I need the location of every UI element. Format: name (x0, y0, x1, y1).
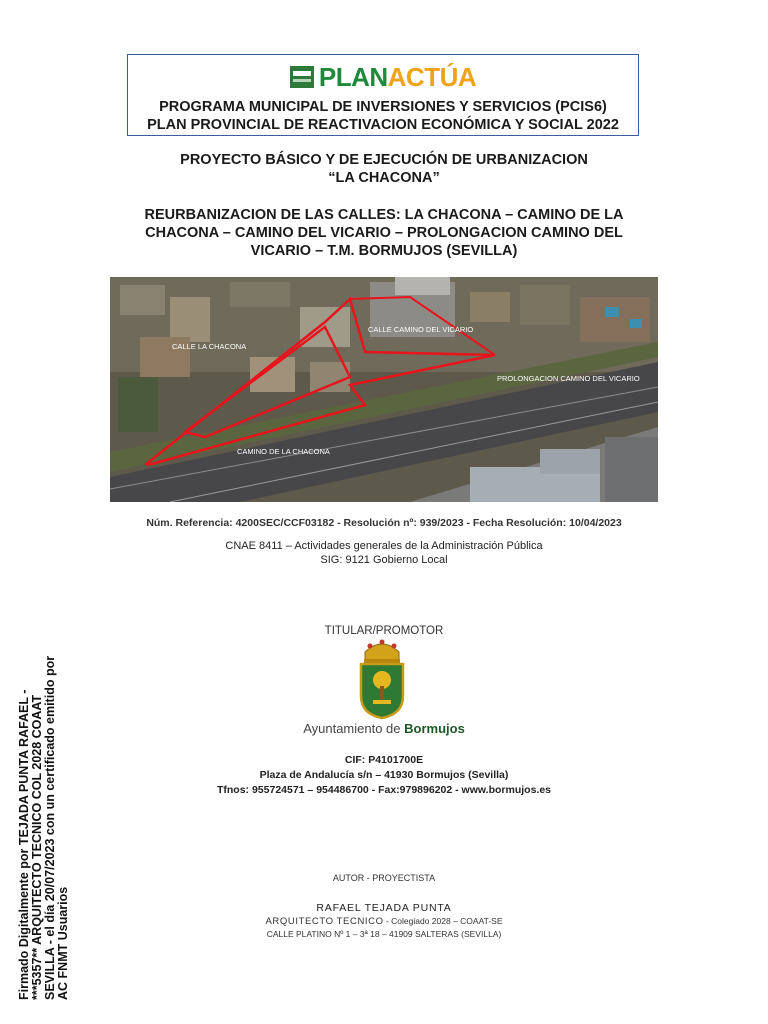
program-header-box (127, 54, 639, 136)
author-address: CALLE PLATINO Nº 1 – 3ª 18 – 41909 SALTERAS (SEVILLA) (266, 929, 502, 939)
author-colegiado: - Colegiado 2028 – COAAT-SE (383, 916, 503, 926)
project-desc-line-2: CHACONA – CAMINO DEL VICARIO – PROLONGACION CAMINO DEL (145, 225, 623, 241)
program-line-1: PROGRAMA MUNICIPAL DE INVERSIONES Y SERVICIOS (PCIS6) (159, 99, 607, 115)
signature-line-3: SEVILLA - el día 20/07/2023 con un certificado emitido por (43, 655, 57, 1000)
author-title: ARQUITECTO TECNICO (265, 916, 384, 927)
promotor-contact: Tfnos: 955724571 – 954486700 - Fax:979896202 - www.bormujos.es (216, 784, 552, 796)
reference-line: Núm. Referencia: 4200SEC/CCF03182 - Resolución nº: 939/2023 - Fecha Resolución: 10/04/2023 (146, 517, 622, 529)
digital-signature-stamp (18, 620, 70, 1000)
promotor-address: Plaza de Andalucía s/n – 41930 Bormujos (Sevilla) (259, 769, 509, 781)
signature-line-4: AC FNMT Usuarios (56, 886, 70, 1000)
ayuntamiento-wordmark (0, 722, 768, 736)
logo-actua: ACTÚA (387, 62, 477, 92)
aerial-map (110, 277, 658, 502)
signature-line-1: Firmado Digitalmente por TEJADA PUNTA RAFAEL - (17, 689, 31, 1000)
ayuntamiento-prefix: Ayuntamiento de (303, 721, 405, 736)
label-prolongacion-vicario: PROLONGACION CAMINO DEL VICARIO (497, 374, 640, 383)
sig-line: SIG: 9121 Gobierno Local (320, 554, 448, 566)
project-title-line-1: PROYECTO BÁSICO Y DE EJECUCIÓN DE URBANIZACION (180, 152, 588, 168)
logo-plan: PLAN (318, 62, 388, 92)
bormujos-coat-of-arms-icon (355, 638, 409, 720)
ayuntamiento-name: Bormujos (404, 721, 465, 736)
junta-andalucia-flag-icon (290, 66, 314, 88)
project-title-line-2: “LA CHACONA” (328, 170, 440, 186)
planactua-logo (128, 62, 638, 92)
signature-line-2: ***5357** ARQUITECTO TECNICO COL 2028 COAAT (30, 694, 44, 1000)
cnae-line: CNAE 8411 – Actividades generales de la Administración Pública (225, 540, 543, 552)
promotor-label: TITULAR/PROMOTOR (324, 625, 444, 637)
program-line-2: PLAN PROVINCIAL DE REACTIVACION ECONÓMICA Y SOCIAL 2022 (147, 117, 619, 133)
cif-line: CIF: P4101700E (344, 754, 424, 766)
author-name: RAFAEL TEJADA PUNTA (316, 902, 452, 914)
author-label: AUTOR - PROYECTISTA (332, 873, 436, 883)
label-calle-la-chacona: CALLE LA CHACONA (172, 342, 247, 351)
project-desc-line-1: REURBANIZACION DE LAS CALLES: LA CHACONA – CAMINO DE LA (144, 207, 624, 223)
label-calle-camino-vicario: CALLE CAMINO DEL VICARIO (368, 325, 474, 334)
label-camino-de-la-chacona: CAMINO DE LA CHACONA (237, 447, 330, 456)
project-desc-line-3: VICARIO – T.M. BORMUJOS (SEVILLA) (250, 243, 518, 259)
